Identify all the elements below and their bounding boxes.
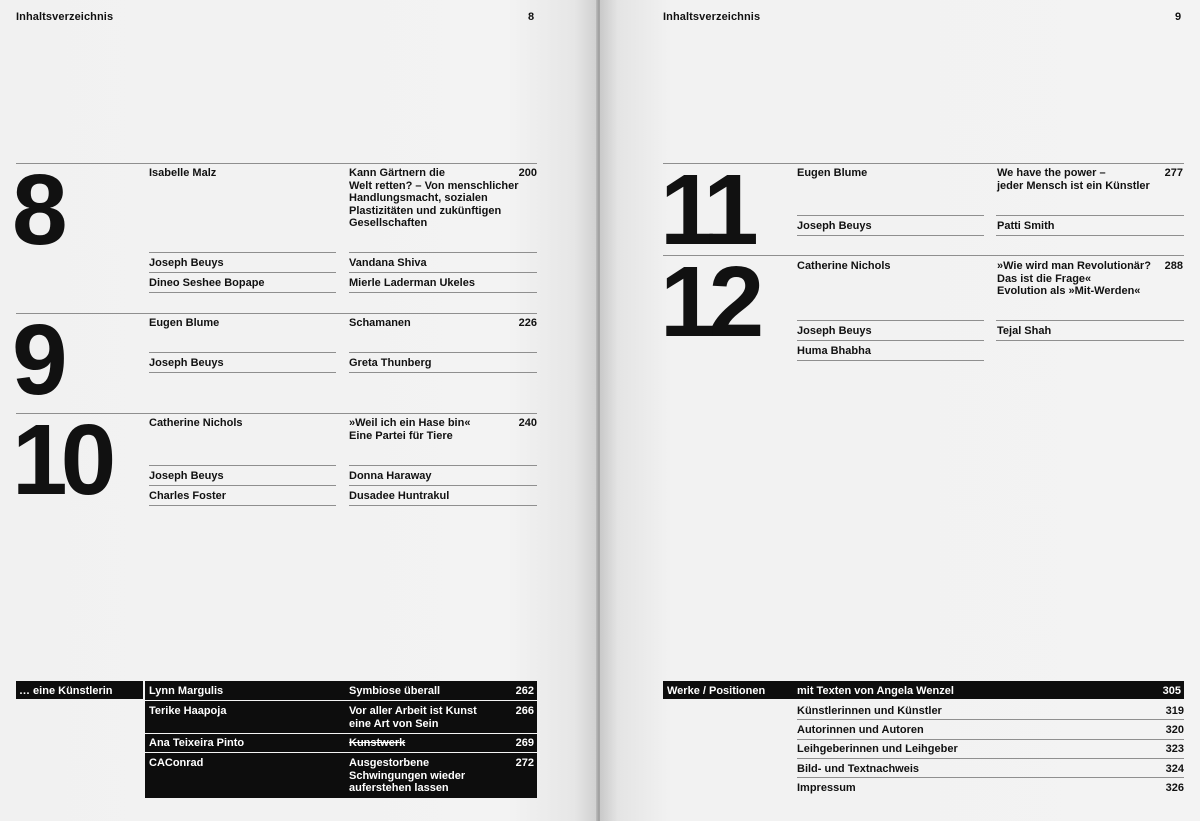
row-rule (996, 320, 1184, 321)
row-rule (149, 485, 336, 486)
chapter-number: 12 (660, 246, 758, 358)
entry-title: We have the power – jeder Mensch ist ein Künstler (997, 167, 1150, 192)
row-rule (349, 372, 537, 373)
row-rule (996, 340, 1184, 341)
row-rule (149, 352, 336, 353)
row-rule (797, 739, 1184, 740)
chapter-number: 9 (12, 304, 61, 416)
section-row-rule (145, 700, 537, 701)
row-rule (797, 758, 1184, 759)
entry-author: Catherine Nichols (797, 260, 891, 272)
row-rule (797, 215, 984, 216)
section-row-page: 262 (515, 685, 534, 697)
appendix-item-title: Bild- und Textnachweis (797, 763, 920, 775)
row-rule (797, 719, 1184, 720)
chapter-number: 11 (660, 154, 752, 266)
entry-author: Catherine Nichols (149, 417, 243, 429)
entry-author: Joseph Beuys (149, 257, 224, 269)
section-row-name: Ana Teixeira Pinto (149, 737, 245, 749)
entry-author: Huma Bhabha (797, 345, 871, 357)
appendix-bar-label: Werke / Positionen (667, 685, 766, 697)
entry-title: Patti Smith (997, 220, 1055, 232)
section-row-page: 269 (515, 737, 534, 749)
row-rule (149, 272, 336, 273)
row-rule (149, 372, 336, 373)
row-rule (349, 465, 537, 466)
right-page (600, 0, 1200, 821)
chapter-divider (16, 163, 537, 164)
page-number: 8 (528, 11, 535, 23)
entry-page: 226 (518, 317, 537, 329)
row-rule (149, 292, 336, 293)
entry-page: 277 (1164, 167, 1183, 179)
row-rule (797, 340, 984, 341)
entry-title: Tejal Shah (997, 325, 1052, 337)
entry-title: »Weil ich ein Hase bin« Eine Partei für Tiere (349, 417, 471, 442)
page-number: 9 (1175, 11, 1182, 23)
entry-author: Joseph Beuys (149, 357, 224, 369)
entry-title: Greta Thunberg (349, 357, 432, 369)
entry-author: Joseph Beuys (797, 220, 872, 232)
page-header-title: Inhaltsverzeichnis (16, 11, 114, 23)
row-rule (149, 505, 336, 506)
section-label: … eine Künstlerin (19, 685, 113, 697)
row-rule (349, 252, 537, 253)
appendix-item-page: 326 (1165, 782, 1184, 794)
entry-author: Charles Foster (149, 490, 227, 502)
entry-author: Eugen Blume (149, 317, 220, 329)
section-row-title: Symbiose überall (349, 685, 441, 697)
section-row-rule (145, 752, 537, 753)
section-row-name: CAConrad (149, 757, 204, 769)
row-rule (349, 292, 537, 293)
appendix-bar-page: 305 (1162, 685, 1181, 697)
chapter-number: 10 (12, 404, 110, 516)
row-rule (797, 235, 984, 236)
appendix-bar-title: mit Texten von Angela Wenzel (797, 685, 954, 697)
entry-author: Isabelle Malz (149, 167, 217, 179)
appendix-item-page: 323 (1165, 743, 1184, 755)
entry-author: Joseph Beuys (797, 325, 872, 337)
entry-author: Eugen Blume (797, 167, 868, 179)
row-rule (996, 235, 1184, 236)
entry-title: Schamanen (349, 317, 411, 329)
row-rule (149, 465, 336, 466)
section-row-page: 266 (515, 705, 534, 717)
appendix-item-title: Künstlerinnen und Künstler (797, 705, 942, 717)
entry-title: Dusadee Huntrakul (349, 490, 450, 502)
row-rule (149, 252, 336, 253)
appendix-item-title: Impressum (797, 782, 856, 794)
section-row-name: Lynn Margulis (149, 685, 224, 697)
section-row-name: Terike Haapoja (149, 705, 227, 717)
row-rule (797, 777, 1184, 778)
section-row-page: 272 (515, 757, 534, 769)
row-rule (349, 505, 537, 506)
entry-author: Dineo Seshee Bopape (149, 277, 265, 289)
left-page (0, 0, 598, 821)
entry-page: 200 (518, 167, 537, 179)
appendix-item-page: 324 (1165, 763, 1184, 775)
appendix-item-title: Autorinnen und Autoren (797, 724, 924, 736)
row-rule (797, 360, 984, 361)
entry-page: 288 (1164, 260, 1183, 272)
chapter-divider (16, 313, 537, 314)
entry-title: »Wie wird man Revolutionär? Das ist die Frage« Evolution als »Mit-Werden« (997, 260, 1151, 297)
page-header-title: Inhaltsverzeichnis (663, 11, 761, 23)
chapter-number: 8 (12, 154, 61, 266)
row-rule (349, 352, 537, 353)
section-row-rule (145, 733, 537, 734)
section-row-title: Vor aller Arbeit ist Kunst eine Art von Sein (349, 705, 477, 730)
section-row-title: Ausgestorbene Schwingungen wieder auferstehen lassen (349, 757, 466, 794)
row-rule (349, 485, 537, 486)
section-row-title: Kunstwerk (349, 737, 406, 749)
row-rule (797, 320, 984, 321)
entry-author: Joseph Beuys (149, 470, 224, 482)
entry-title: Vandana Shiva (349, 257, 427, 269)
entry-title: Mierle Laderman Ukeles (349, 277, 475, 289)
appendix-item-page: 319 (1165, 705, 1184, 717)
row-rule (996, 215, 1184, 216)
appendix-item-page: 320 (1165, 724, 1184, 736)
entry-title: Donna Haraway (349, 470, 432, 482)
appendix-item-title: Leihgeberinnen und Leihgeber (797, 743, 958, 755)
row-rule (349, 272, 537, 273)
entry-title: Kann Gärtnern die Welt retten? – Von menschlicher Handlungsmacht, sozialen Plastizitäten und zukünftigen Gesellschaften (349, 167, 519, 229)
entry-page: 240 (518, 417, 537, 429)
